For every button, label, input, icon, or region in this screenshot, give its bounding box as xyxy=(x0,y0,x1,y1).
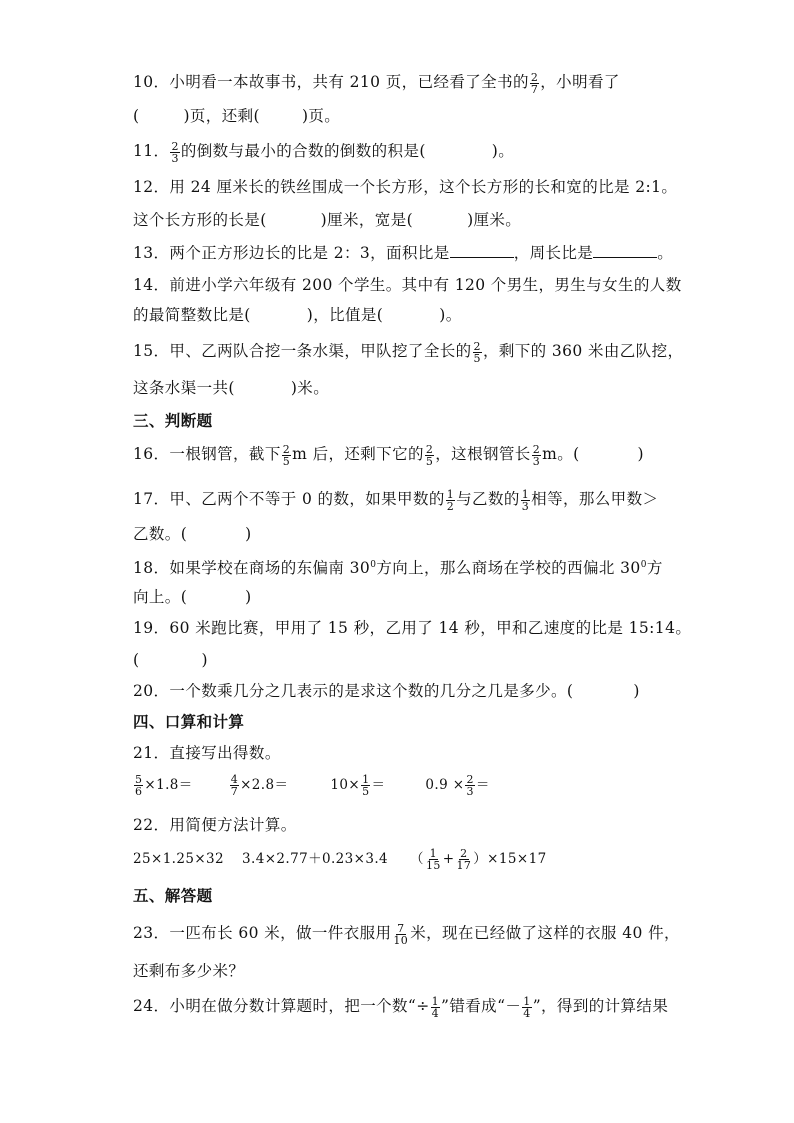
question-12-line-1: 12．用 24 厘米长的铁丝围成一个长方形，这个长方形的长和宽的比是 2:1。 xyxy=(133,178,678,196)
question-24: 24．小明在做分数计算题时，把一个数“÷ $\frac{1}{4}$ ”错看成“－ $\frac{1}{4}$ ”，得到的计算结果 xyxy=(133,994,669,1020)
q16-fraction-1: $\frac{2}{5}$ xyxy=(282,442,291,468)
calc-expr-1: 25×1.25×32 xyxy=(133,851,225,867)
expr-1: $\frac{5}{6}$ ×1.8＝ xyxy=(135,773,193,798)
q17-fraction-2: $\frac{1}{3}$ xyxy=(521,487,530,513)
expr-3: 10× $\frac{1}{5}$ ＝ xyxy=(330,773,386,798)
q10-text-a: 10．小明看一本故事书，共有 210 页，已经看了全书的 xyxy=(133,73,529,91)
question-20: 20．一个数乘几分之几表示的是求这个数的几分之几是多少。( ) xyxy=(133,682,640,700)
question-22-title: 22．用简便方法计算。 xyxy=(133,816,297,834)
section-5-heading: 五、解答题 xyxy=(133,887,213,905)
expr-4: 0.9 × $\frac{2}{3}$ ＝ xyxy=(425,773,490,798)
q16-fraction-2: $\frac{2}{5}$ xyxy=(425,442,434,468)
section-3-heading: 三、判断题 xyxy=(133,412,213,430)
question-18-line-1: 18．如果学校在商场的东偏南 $30^0$方向上，那么商场在学校的西偏北 $30^0$方 xyxy=(133,559,663,578)
question-15-line-2: 这条水渠一共( )米。 xyxy=(133,379,330,397)
question-11: 11． $\frac{2}{3}$ 的倒数与最小的合数的倒数的积是( )。 xyxy=(133,139,515,165)
q24-fraction-2: $\frac{1}{4}$ xyxy=(523,994,531,1020)
q24-fraction-1: $\frac{1}{4}$ xyxy=(431,994,440,1020)
calc-expr-2: 3.4×2.77＋0.23×3.4 xyxy=(242,851,389,867)
blank-line xyxy=(450,243,514,258)
question-21-title: 21．直接写出得数。 xyxy=(133,744,281,762)
q23-fraction: $\frac{7}{10}$ xyxy=(393,921,409,947)
q15-fraction: $\frac{2}{5}$ xyxy=(473,339,481,365)
calc-expr-3: （ $\frac{1}{15}$ + $\frac{2}{17}$ ）×15×17 xyxy=(410,847,547,872)
question-14-line-1: 14．前进小学六年级有 200 个学生。其中有 120 个男生，男生与女生的人数 xyxy=(133,276,682,294)
q10-text-b: ，小明看了 xyxy=(540,73,620,91)
question-22-expressions xyxy=(133,848,547,871)
q10-fraction: $\frac{2}{7}$ xyxy=(530,70,539,96)
question-21-expressions xyxy=(133,774,490,797)
question-17-line-2: 乙数。( ) xyxy=(133,525,252,543)
question-10-line-2: ( )页，还剩( )页。 xyxy=(133,107,341,125)
question-12-line-2: 这个长方形的长是( )厘米，宽是( )厘米。 xyxy=(133,211,522,229)
q16-fraction-3: $\frac{2}{3}$ xyxy=(532,442,541,468)
question-17-line-1: 17．甲、乙两个不等于 0 的数，如果甲数的 $\frac{1}{2}$ 与乙数的 $\frac{1}{3}$ 相等，那么甲数＞ xyxy=(133,487,659,513)
question-10-line-1 xyxy=(133,71,620,95)
question-13: 13．两个正方形边长的比是 2：3，面积比是 ，周长比是 。 xyxy=(133,244,674,262)
q11-fraction: $\frac{2}{3}$ xyxy=(171,139,179,165)
question-14-line-2: 的最简整数比是( )，比值是( )。 xyxy=(133,306,462,324)
question-15-line-1: 15．甲、乙两队合挖一条水渠，甲队挖了全长的 $\frac{2}{5}$ ，剩下的 360 米由乙队挖， xyxy=(133,339,684,365)
expr-2: $\frac{4}{7}$ ×2.8＝ xyxy=(230,773,289,798)
question-16: 16．一根钢管，截下 $\frac{2}{5}$ m 后，还剩下它的 $\frac{2}{5}$ ，这根钢管长 $\frac{2}{3}$ m。( ) xyxy=(133,442,644,468)
blank-line xyxy=(593,243,657,258)
question-23-line-2: 还剩布多少米？ xyxy=(133,962,245,980)
q17-fraction-1: $\frac{1}{2}$ xyxy=(446,487,455,513)
question-19-line-1: 19．60 米跑比赛，甲用了 15 秒，乙用了 14 秒，甲和乙速度的比是 15:14。 xyxy=(133,619,692,637)
section-4-heading: 四、口算和计算 xyxy=(133,713,245,731)
question-19-line-2: ( ) xyxy=(133,651,208,669)
question-18-line-2: 向上。( ) xyxy=(133,588,252,606)
question-23-line-1: 23．一匹布长 60 米，做一件衣服用 $\frac{7}{10}$ 米，现在已经做了这样的衣服 40 件， xyxy=(133,921,680,947)
